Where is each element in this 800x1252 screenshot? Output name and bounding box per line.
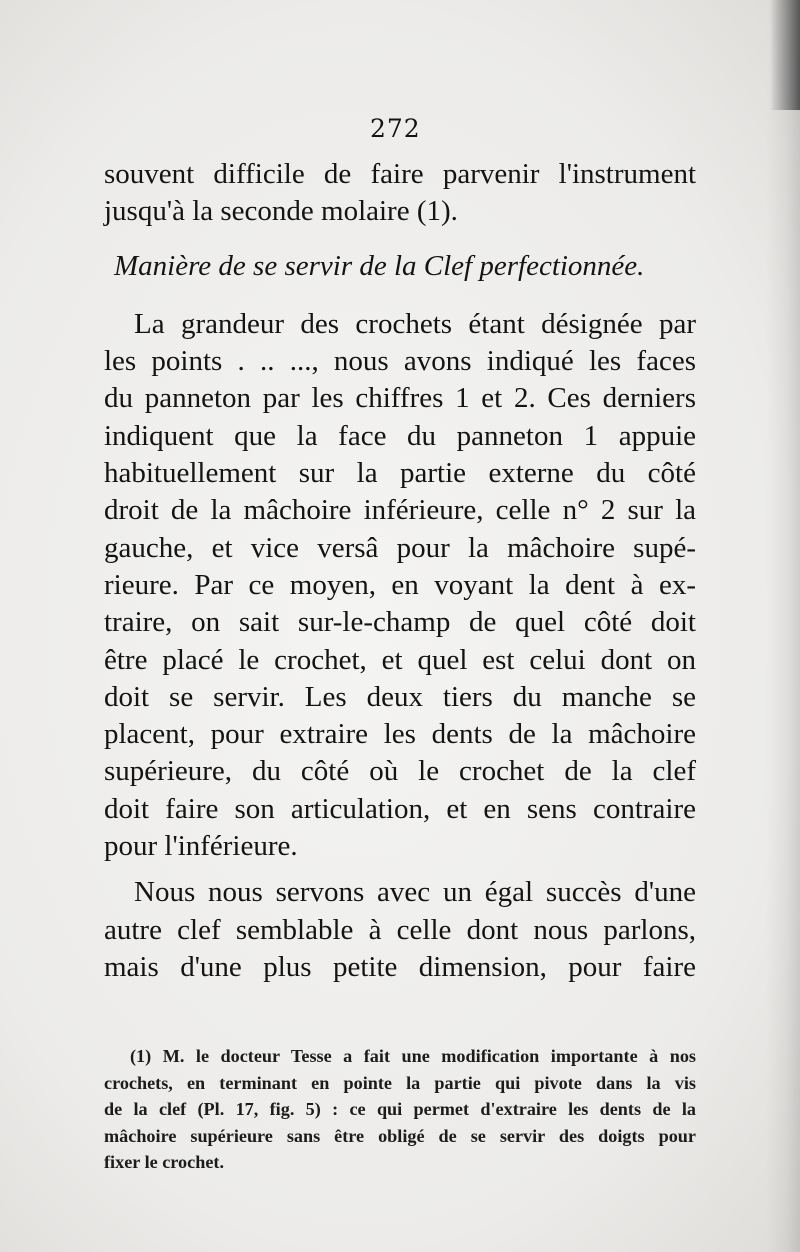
body-text xyxy=(104,156,696,986)
text-line: mais d'une plus petite dimension, pour faire xyxy=(104,950,696,983)
text-line: souvent difficile de faire parvenir l'instrument xyxy=(104,158,696,190)
text-line: placent, pour extraire les dents de la mâchoire xyxy=(104,718,696,751)
text-line: traire, on sait sur-le-champ de quel côté doit xyxy=(104,606,696,639)
text-line: La grandeur des crochets étant désignée par xyxy=(134,307,696,340)
footnote-line: de la clef (Pl. 17, fig. 5) : ce qui permet d'extraire les dents de la xyxy=(104,1099,696,1120)
footnote xyxy=(104,1043,696,1176)
text-line: jusqu'à la seconde molaire (1). xyxy=(104,195,458,228)
page-edge-shadow xyxy=(766,0,800,1252)
text-line: doit faire son articulation, et en sens contraire xyxy=(104,792,696,825)
section-heading: Manière de se servir de la Clef perfectionnée. xyxy=(114,249,645,282)
footnote-line: fixer le crochet. xyxy=(104,1152,225,1173)
text-line: indiquent que la face du panneton 1 appuie xyxy=(104,419,696,452)
footnote-line: crochets, en terminant en pointe la partie qui pivote dans la vis xyxy=(104,1072,696,1093)
page-number: 272 xyxy=(370,114,421,143)
footnote-line: mâchoire supérieure sans être obligé de se servir des doigts pour xyxy=(104,1125,696,1146)
text-line: Nous nous servons avec un égal succès d'une xyxy=(134,876,696,909)
footnote-line: (1) M. le docteur Tesse a fait une modification importante à nos xyxy=(130,1046,696,1066)
page-corner-shadow xyxy=(770,0,800,110)
text-line: gauche, et vice versâ pour la mâchoire supé- xyxy=(104,531,696,564)
text-line: du panneton par les chiffres 1 et 2. Ces derniers xyxy=(104,382,696,415)
text-line: rieure. Par ce moyen, en voyant la dent à ex- xyxy=(104,568,696,601)
text-line: doit se servir. Les deux tiers du manche se xyxy=(104,680,696,713)
text-line: autre clef semblable à celle dont nous parlons, xyxy=(104,913,696,946)
text-line: habituellement sur la partie externe du côté xyxy=(104,457,696,490)
text-line: supérieure, du côté où le crochet de la clef xyxy=(104,755,696,788)
text-line: droit de la mâchoire inférieure, celle n° 2 sur la xyxy=(104,494,696,527)
text-line: les points . .. ..., nous avons indiqué les faces xyxy=(104,345,696,378)
text-line: pour l'inférieure. xyxy=(104,830,298,863)
text-line: être placé le crochet, et quel est celui dont on xyxy=(104,643,696,676)
